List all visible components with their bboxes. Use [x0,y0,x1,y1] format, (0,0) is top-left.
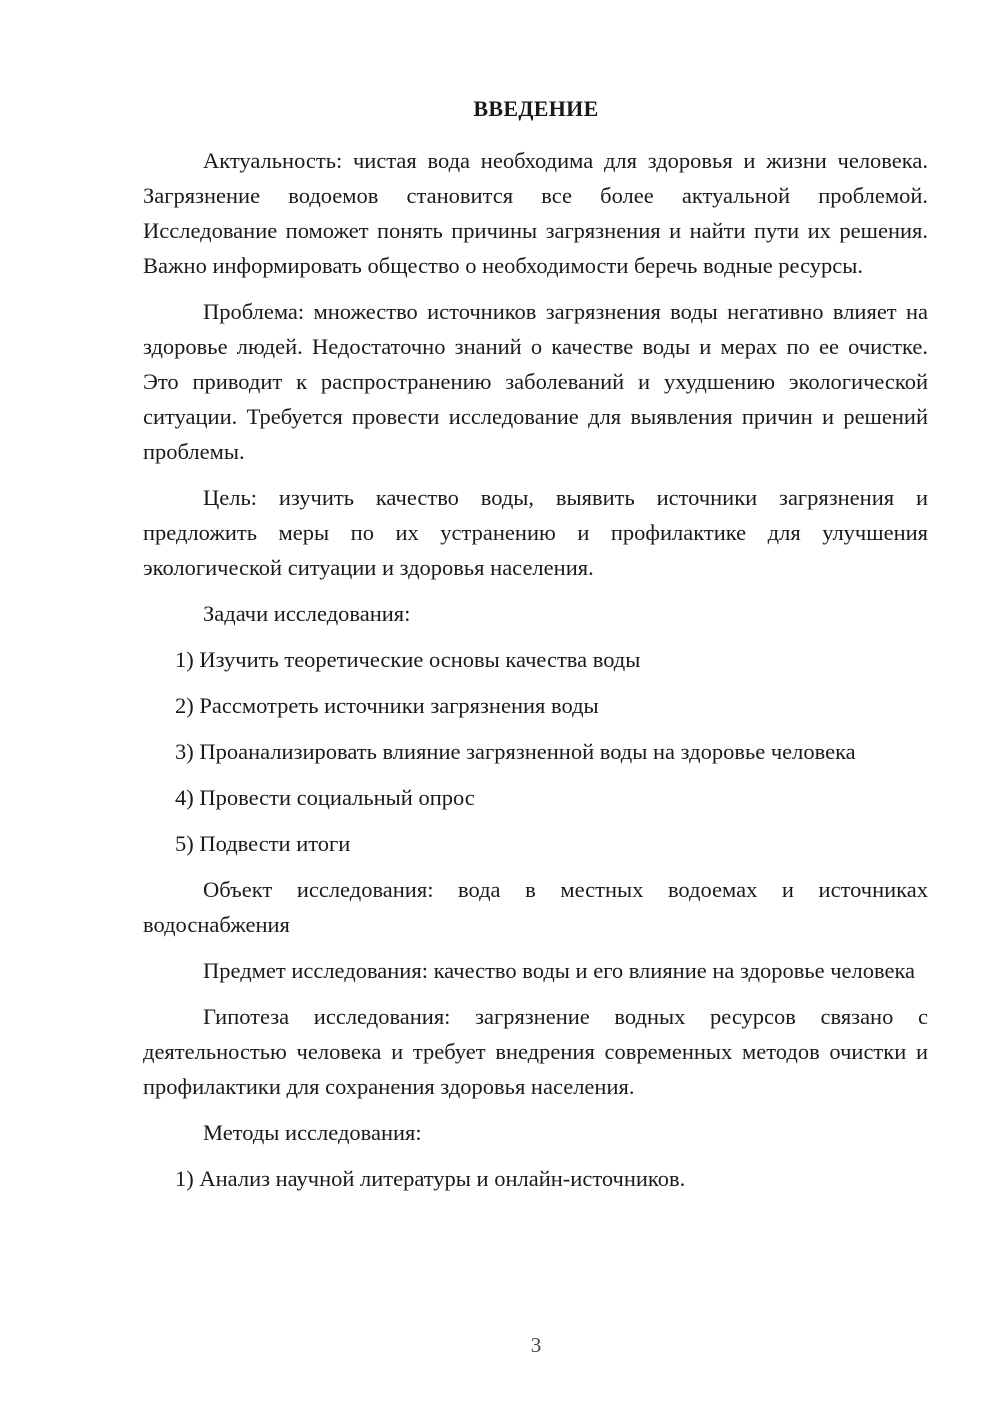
goal-paragraph: Цель: изучить качество воды, выявить источники загрязнения и предложить меры по их устранению и профилактике для улучшения экологической ситуации и здоровья населения. [143,485,928,580]
hypothesis-paragraph: Гипотеза исследования: загрязнение водных ресурсов связано с деятельностью человека и требует внедрения современных методов очистки и профилактики для сохранения здоровья населения. [143,1004,928,1099]
method-item: 1) Анализ научной литературы и онлайн-источников. [175,1166,686,1191]
page-number: 3 [530,1333,542,1357]
task-item: 2) Рассмотреть источники загрязнения воды [175,693,599,718]
tasks-title: Задачи исследования: [203,601,411,626]
object-paragraph: Объект исследования: вода в местных водоемах и источниках водоснабжения [143,877,928,937]
relevance-paragraph: Актуальность: чистая вода необходима для здоровья и жизни человека. Загрязнение водоемов становится все более актуальной проблемой. Исследование поможет понять причины загрязнения и найти пути их решения. Важно информировать общество о необходимости беречь водные ресурсы. [143,148,928,278]
methods-title: Методы исследования: [203,1120,422,1145]
document-body [143,143,928,1207]
subject-paragraph: Предмет исследования: качество воды и его влияние на здоровье человека [203,958,916,983]
task-item: 5) Подвести итоги [175,831,351,856]
task-item: 3) Проанализировать влияние загрязненной воды на здоровье человека [175,739,856,764]
task-item: 4) Провести социальный опрос [175,785,475,810]
section-heading: ВВЕДЕНИЕ [473,96,599,121]
task-item: 1) Изучить теоретические основы качества воды [175,647,641,672]
problem-paragraph: Проблема: множество источников загрязнения воды негативно влияет на здоровье людей. Недостаточно знаний о качестве воды и мерах по ее очистке. Это приводит к распространению заболеваний и ухудшению экологической ситуации. Требуется провести исследование для выявления причин и решений проблемы. [143,299,928,464]
